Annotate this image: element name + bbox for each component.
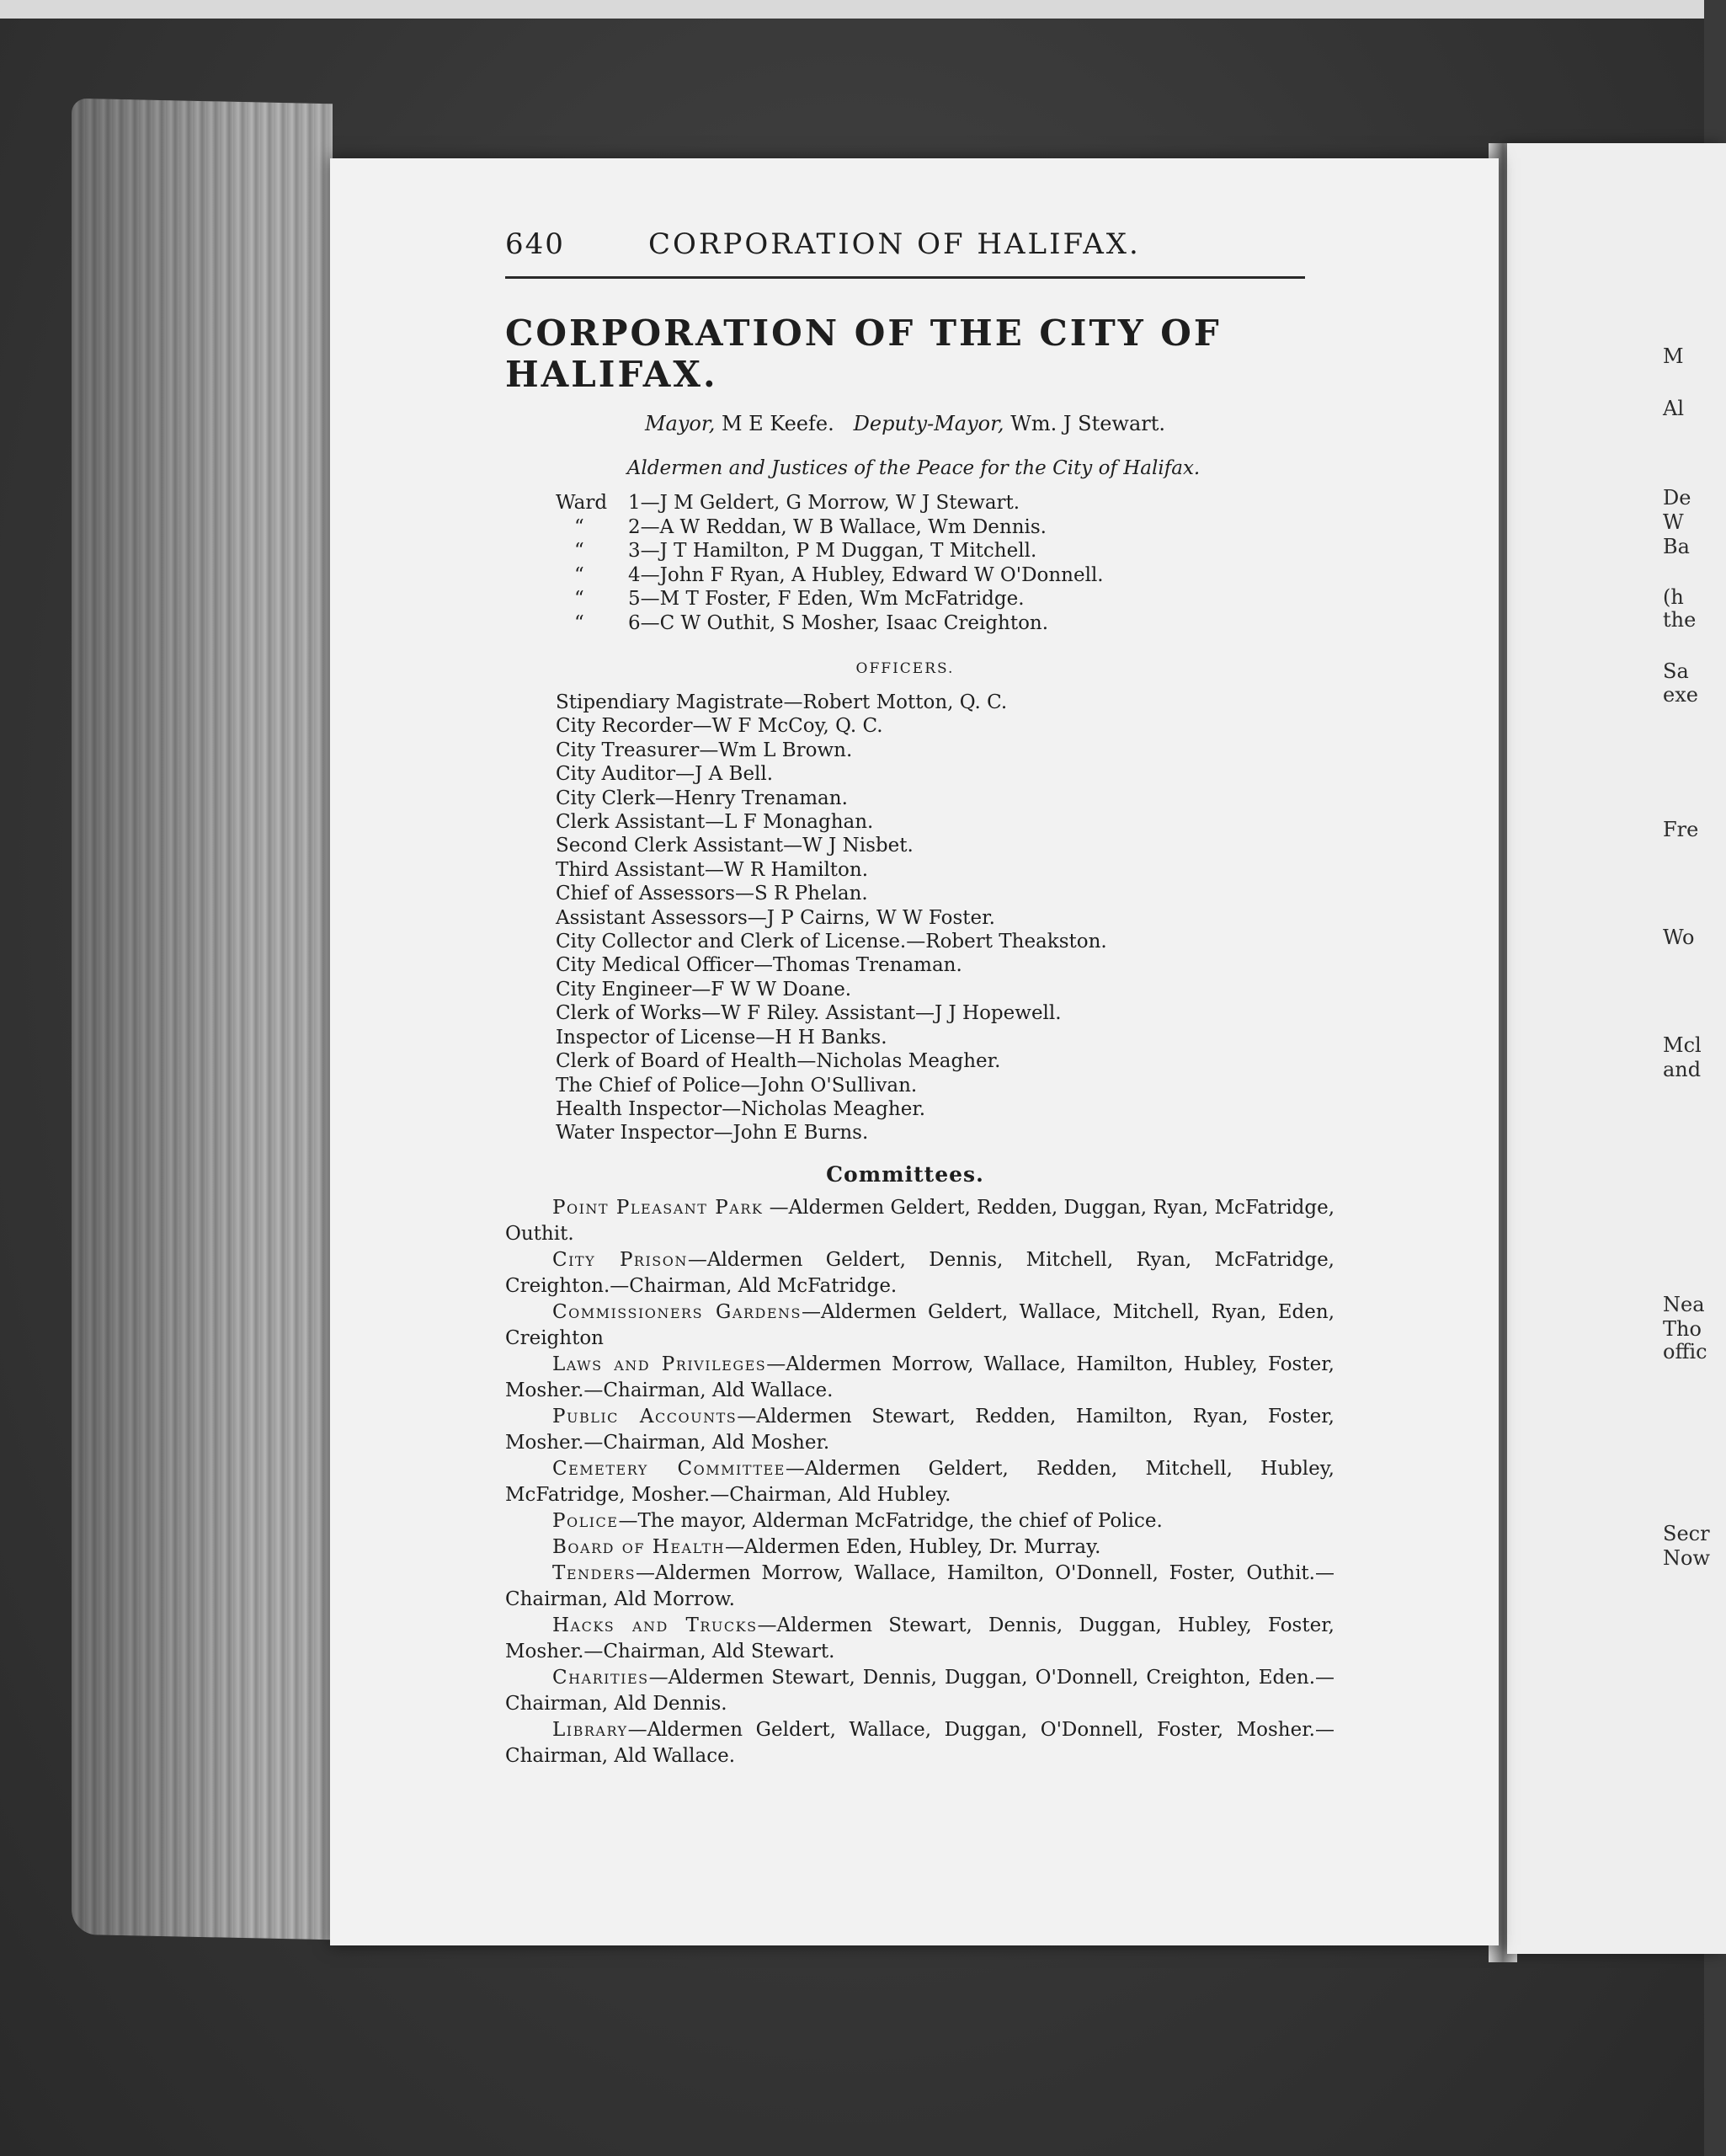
page-content <box>505 227 1339 1769</box>
committee-entry <box>505 1508 1334 1534</box>
officer-entry: City Treasurer—Wm L Brown. <box>556 739 853 761</box>
facing-page-fragment: Nea <box>1663 1293 1705 1316</box>
facing-page-fragment: the <box>1663 608 1697 632</box>
ward-members: 3—J T Hamilton, P M Duggan, T Mitchell. <box>628 540 1037 562</box>
committee-name: Hacks and Trucks <box>552 1614 758 1636</box>
committee-name: Laws and Privileges <box>552 1353 767 1375</box>
header-rule <box>505 276 1305 279</box>
officer-entry: Clerk of Board of Health—Nicholas Meagher. <box>556 1050 1001 1073</box>
ward-row <box>556 491 1339 515</box>
book-edge-shadow <box>72 99 333 1940</box>
committee-members: —Aldermen Eden, Hubley, Dr. Murray. <box>725 1535 1101 1558</box>
committee-name: Cemetery Committee <box>552 1457 786 1480</box>
officer-entry: Stipendiary Magistrate—Robert Motton, Q. C. <box>556 691 1008 713</box>
running-header <box>505 227 1339 261</box>
facing-page-fragment: Wo <box>1663 926 1695 949</box>
committees-heading: Committees. <box>826 1161 984 1187</box>
facing-page-fragment: Fre <box>1663 818 1699 841</box>
officer-entry: Health Inspector—Nicholas Meagher. <box>556 1097 926 1120</box>
scan-top-border <box>0 0 1704 19</box>
ward-prefix: “ <box>574 540 584 562</box>
facing-page-fragment: and <box>1663 1058 1702 1081</box>
facing-page-fragment: Tho <box>1663 1317 1702 1341</box>
committee-entry <box>505 1247 1334 1299</box>
committee-entry <box>505 1613 1334 1665</box>
mayor-line <box>505 412 1305 435</box>
mayor-name: M E Keefe. <box>721 412 834 435</box>
committee-name: Police <box>552 1509 619 1532</box>
ward-prefix: “ <box>574 611 584 634</box>
ward-members: 6—C W Outhit, S Mosher, Isaac Creighton. <box>628 611 1049 634</box>
committee-entry <box>505 1456 1334 1508</box>
officer-entry: Chief of Assessors—S R Phelan. <box>556 883 868 905</box>
committee-members: —Aldermen Geldert, Redden, Mitchell, Hubley, McFatridge, Mosher.—Chairman, Ald Hubley. <box>505 1457 1334 1506</box>
committee-entry <box>505 1404 1334 1456</box>
officer-entry: Clerk Assistant—L F Monaghan. <box>556 811 874 834</box>
committee-members: —Aldermen Geldert, Wallace, Duggan, O'Donnell, Foster, Mosher.—Chairman, Ald Wallace. <box>505 1718 1334 1767</box>
officer-entry: City Recorder—W F McCoy, Q. C. <box>556 715 883 738</box>
officer-entry: Third Assistant—W R Hamilton. <box>556 858 869 881</box>
committee-members: —Aldermen Geldert, Wallace, Mitchell, Ryan, Eden, Creighton <box>505 1300 1335 1349</box>
officers-heading: OFFICERS. <box>855 660 955 677</box>
ward-row <box>556 539 1339 563</box>
facing-page-fragment: (h <box>1663 585 1684 609</box>
committee-entry <box>505 1195 1334 1247</box>
officer-entry: The Chief of Police—John O'Sullivan. <box>556 1074 918 1097</box>
aldermen-heading: Aldermen and Justices of the Peace for the City of Halifax. <box>626 457 1201 479</box>
committee-entry <box>505 1561 1334 1613</box>
committee-members: —Aldermen Morrow, Wallace, Hamilton, O'Donnell, Foster, Outhit.—Chairman, Ald Morrow. <box>505 1561 1334 1610</box>
ward-list <box>556 491 1339 635</box>
running-title: CORPORATION OF HALIFAX. <box>648 227 1141 261</box>
facing-page-fragment: Secr <box>1663 1522 1710 1545</box>
committee-entry <box>505 1665 1334 1717</box>
facing-page-fragment: Now <box>1663 1546 1710 1570</box>
officer-entry: Assistant Assessors—J P Cairns, W W Foster. <box>556 906 995 929</box>
officer-entry: Water Inspector—John E Burns. <box>556 1122 869 1145</box>
committee-name: Library <box>552 1718 628 1741</box>
officer-entry: City Collector and Clerk of License.—Robert Theakston. <box>556 931 1107 953</box>
officer-entry: Inspector of License—H H Banks. <box>556 1026 887 1049</box>
facing-page-fragment: exe <box>1663 683 1698 707</box>
committee-name: Commissioners Gardens <box>552 1300 802 1323</box>
facing-page-fragment: offic <box>1663 1340 1707 1364</box>
ward-members: 2—A W Reddan, W B Wallace, Wm Dennis. <box>628 515 1047 538</box>
officer-list <box>556 691 1339 1145</box>
facing-page-fragment: Mcl <box>1663 1033 1702 1057</box>
committee-name: Board of Health <box>552 1535 726 1558</box>
committee-list <box>505 1195 1334 1769</box>
ward-members: 5—M T Foster, F Eden, Wm McFatridge. <box>628 588 1025 610</box>
mayor-label: Mayor, <box>644 412 716 435</box>
officer-entry: City Engineer—F W W Doane. <box>556 978 852 1001</box>
ward-prefix: Ward <box>556 492 608 514</box>
page-title: CORPORATION OF THE CITY OF HALIFAX. <box>505 312 1222 395</box>
ward-members: 4—John F Ryan, A Hubley, Edward W O'Donnell. <box>628 563 1104 586</box>
ward-members: 1—J M Geldert, G Morrow, W J Stewart. <box>628 492 1020 514</box>
ward-row <box>556 563 1339 588</box>
committee-entry <box>505 1534 1334 1561</box>
ward-prefix: “ <box>574 515 584 538</box>
ward-row <box>556 611 1339 636</box>
committee-name: Tenders <box>552 1561 637 1584</box>
facing-page-fragment: Al <box>1663 397 1685 420</box>
committee-members: —Aldermen Stewart, Redden, Hamilton, Ryan, Foster, Mosher.—Chairman, Ald Mosher. <box>505 1405 1334 1454</box>
ward-row <box>556 587 1339 611</box>
committee-members: —The mayor, Alderman McFatridge, the chief of Police. <box>618 1509 1163 1532</box>
committee-members: —Aldermen Geldert, Redden, Duggan, Ryan, McFatridge, Outhit. <box>505 1196 1335 1245</box>
committee-entry <box>505 1717 1334 1769</box>
committee-members: —Aldermen Stewart, Dennis, Duggan, O'Donnell, Creighton, Eden.—Chairman, Ald Dennis. <box>505 1666 1334 1715</box>
ward-row <box>556 515 1339 540</box>
officer-entry: Clerk of Works—W F Riley. Assistant—J J Hopewell. <box>556 1002 1062 1025</box>
committee-members: —Aldermen Geldert, Dennis, Mitchell, Ryan, McFatridge, Creighton.—Chairman, Ald McFatridge. <box>505 1248 1334 1297</box>
ward-prefix: “ <box>574 563 584 586</box>
facing-page-fragment: M <box>1663 344 1684 368</box>
officer-entry: Second Clerk Assistant—W J Nisbet. <box>556 835 914 857</box>
page-number: 640 <box>505 227 565 261</box>
facing-page-fragment: Sa <box>1663 659 1689 683</box>
ward-prefix: “ <box>574 588 584 610</box>
deputy-mayor-label: Deputy-Mayor, <box>853 412 1004 435</box>
committee-members: —Aldermen Stewart, Dennis, Duggan, Hubley, Foster, Mosher.—Chairman, Ald Stewart. <box>505 1614 1334 1662</box>
officer-entry: City Medical Officer—Thomas Trenaman. <box>556 954 962 977</box>
committee-name: Point Pleasant Park <box>552 1196 764 1219</box>
officer-entry: City Auditor—J A Bell. <box>556 763 774 786</box>
facing-page-fragment: W <box>1663 510 1684 534</box>
committee-entry <box>505 1352 1334 1404</box>
committee-name: Public Accounts <box>552 1405 738 1428</box>
committee-name: City Prison <box>552 1248 688 1271</box>
committee-entry <box>505 1299 1334 1352</box>
committee-members: —Aldermen Morrow, Wallace, Hamilton, Hubley, Foster, Mosher.—Chairman, Ald Wallace. <box>505 1353 1334 1401</box>
committee-name: Charities <box>552 1666 649 1689</box>
officer-entry: City Clerk—Henry Trenaman. <box>556 787 848 809</box>
deputy-mayor-name: Wm. J Stewart. <box>1010 412 1166 435</box>
facing-page-fragment: De <box>1663 486 1691 510</box>
facing-page-fragment: Ba <box>1663 535 1690 558</box>
